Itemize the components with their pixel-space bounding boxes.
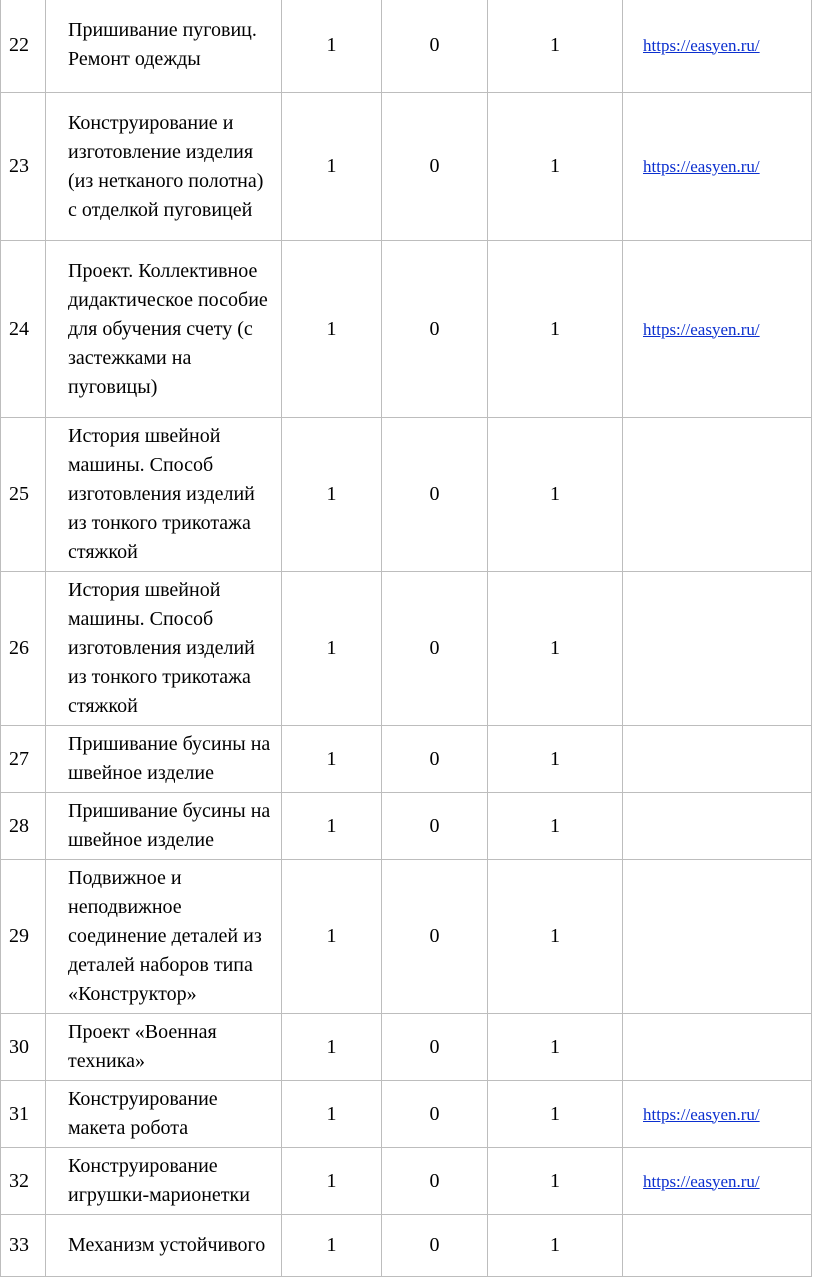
- hours-control: 0: [382, 726, 488, 793]
- hours-total: 1: [282, 860, 382, 1014]
- hours-practical: 1: [488, 418, 623, 572]
- hours-practical: 1: [488, 793, 623, 860]
- table-row: [1, 241, 812, 418]
- hours-control: 0: [382, 93, 488, 241]
- hours-practical: 1: [488, 1215, 623, 1277]
- row-number: 23: [1, 93, 46, 241]
- hours-practical: 1: [488, 0, 623, 93]
- hours-control: 0: [382, 572, 488, 726]
- resource-cell: [623, 793, 812, 860]
- lesson-topic: Конструирование макета робота: [46, 1081, 282, 1148]
- row-number: 22: [1, 0, 46, 93]
- resource-cell: [623, 1215, 812, 1277]
- hours-control: 0: [382, 0, 488, 93]
- hours-control: 0: [382, 860, 488, 1014]
- row-number: 28: [1, 793, 46, 860]
- hours-control: 0: [382, 1215, 488, 1277]
- hours-practical: 1: [488, 1081, 623, 1148]
- lesson-topic: История швейной машины. Способ изготовления изделий из тонкого трикотажа стяжкой: [46, 572, 282, 726]
- lesson-topic: Пришивание бусины на швейное изделие: [46, 793, 282, 860]
- hours-practical: 1: [488, 572, 623, 726]
- resource-cell: [623, 1014, 812, 1081]
- resource-cell: [623, 418, 812, 572]
- hours-total: 1: [282, 93, 382, 241]
- hours-total: 1: [282, 1215, 382, 1277]
- row-number: 24: [1, 241, 46, 418]
- table-row: [1, 860, 812, 1014]
- table-row: [1, 0, 812, 93]
- table-row: [1, 1215, 812, 1277]
- row-number: 33: [1, 1215, 46, 1277]
- hours-control: 0: [382, 793, 488, 860]
- lesson-topic: Механизм устойчивого: [46, 1215, 282, 1277]
- table-row: [1, 572, 812, 726]
- table-row: [1, 1014, 812, 1081]
- lesson-topic: История швейной машины. Способ изготовления изделий из тонкого трикотажа стяжкой: [46, 418, 282, 572]
- hours-practical: 1: [488, 1014, 623, 1081]
- row-number: 31: [1, 1081, 46, 1148]
- resource-link[interactable]: https://easyen.ru/: [643, 1104, 760, 1124]
- hours-total: 1: [282, 0, 382, 93]
- table-row: [1, 1081, 812, 1148]
- hours-control: 0: [382, 241, 488, 418]
- hours-control: 0: [382, 1014, 488, 1081]
- resource-cell: [623, 93, 812, 241]
- row-number: 32: [1, 1148, 46, 1215]
- lesson-topic: Конструирование и изготовление изделия (из нетканого полотна) с отделкой пуговицей: [46, 93, 282, 241]
- row-number: 27: [1, 726, 46, 793]
- lesson-topic: Пришивание пуговиц. Ремонт одежды: [46, 0, 282, 93]
- table-row: [1, 1148, 812, 1215]
- hours-practical: 1: [488, 726, 623, 793]
- lesson-topic: Проект. Коллективное дидактическое пособие для обучения счету (с застежками на пуговицы): [46, 241, 282, 418]
- hours-practical: 1: [488, 93, 623, 241]
- resource-link[interactable]: https://easyen.ru/: [643, 35, 760, 55]
- resource-cell: [623, 572, 812, 726]
- resource-cell: [623, 1148, 812, 1215]
- resource-cell: [623, 0, 812, 93]
- hours-practical: 1: [488, 241, 623, 418]
- hours-total: 1: [282, 1014, 382, 1081]
- hours-total: 1: [282, 572, 382, 726]
- hours-total: 1: [282, 418, 382, 572]
- hours-total: 1: [282, 241, 382, 418]
- hours-control: 0: [382, 1081, 488, 1148]
- lesson-topic: Подвижное и неподвижное соединение деталей из деталей наборов типа «Конструктор»: [46, 860, 282, 1014]
- resource-link[interactable]: https://easyen.ru/: [643, 1171, 760, 1191]
- row-number: 26: [1, 572, 46, 726]
- lesson-topic: Конструирование игрушки-марионетки: [46, 1148, 282, 1215]
- resource-cell: [623, 860, 812, 1014]
- table-row: [1, 418, 812, 572]
- resource-cell: [623, 241, 812, 418]
- hours-control: 0: [382, 418, 488, 572]
- resource-link[interactable]: https://easyen.ru/: [643, 157, 760, 176]
- table-row: [1, 93, 812, 241]
- hours-total: 1: [282, 1148, 382, 1215]
- hours-control: 0: [382, 1148, 488, 1215]
- row-number: 25: [1, 418, 46, 572]
- resource-link[interactable]: https://easyen.ru/: [643, 319, 760, 339]
- table-row: [1, 793, 812, 860]
- lesson-topic: Пришивание бусины на швейное изделие: [46, 726, 282, 793]
- hours-total: 1: [282, 726, 382, 793]
- row-number: 29: [1, 860, 46, 1014]
- hours-total: 1: [282, 793, 382, 860]
- resource-cell: [623, 1081, 812, 1148]
- row-number: 30: [1, 1014, 46, 1081]
- hours-total: 1: [282, 1081, 382, 1148]
- lesson-topic: Проект «Военная техника»: [46, 1014, 282, 1081]
- table-row: [1, 726, 812, 793]
- hours-practical: 1: [488, 860, 623, 1014]
- resource-cell: [623, 726, 812, 793]
- hours-practical: 1: [488, 1148, 623, 1215]
